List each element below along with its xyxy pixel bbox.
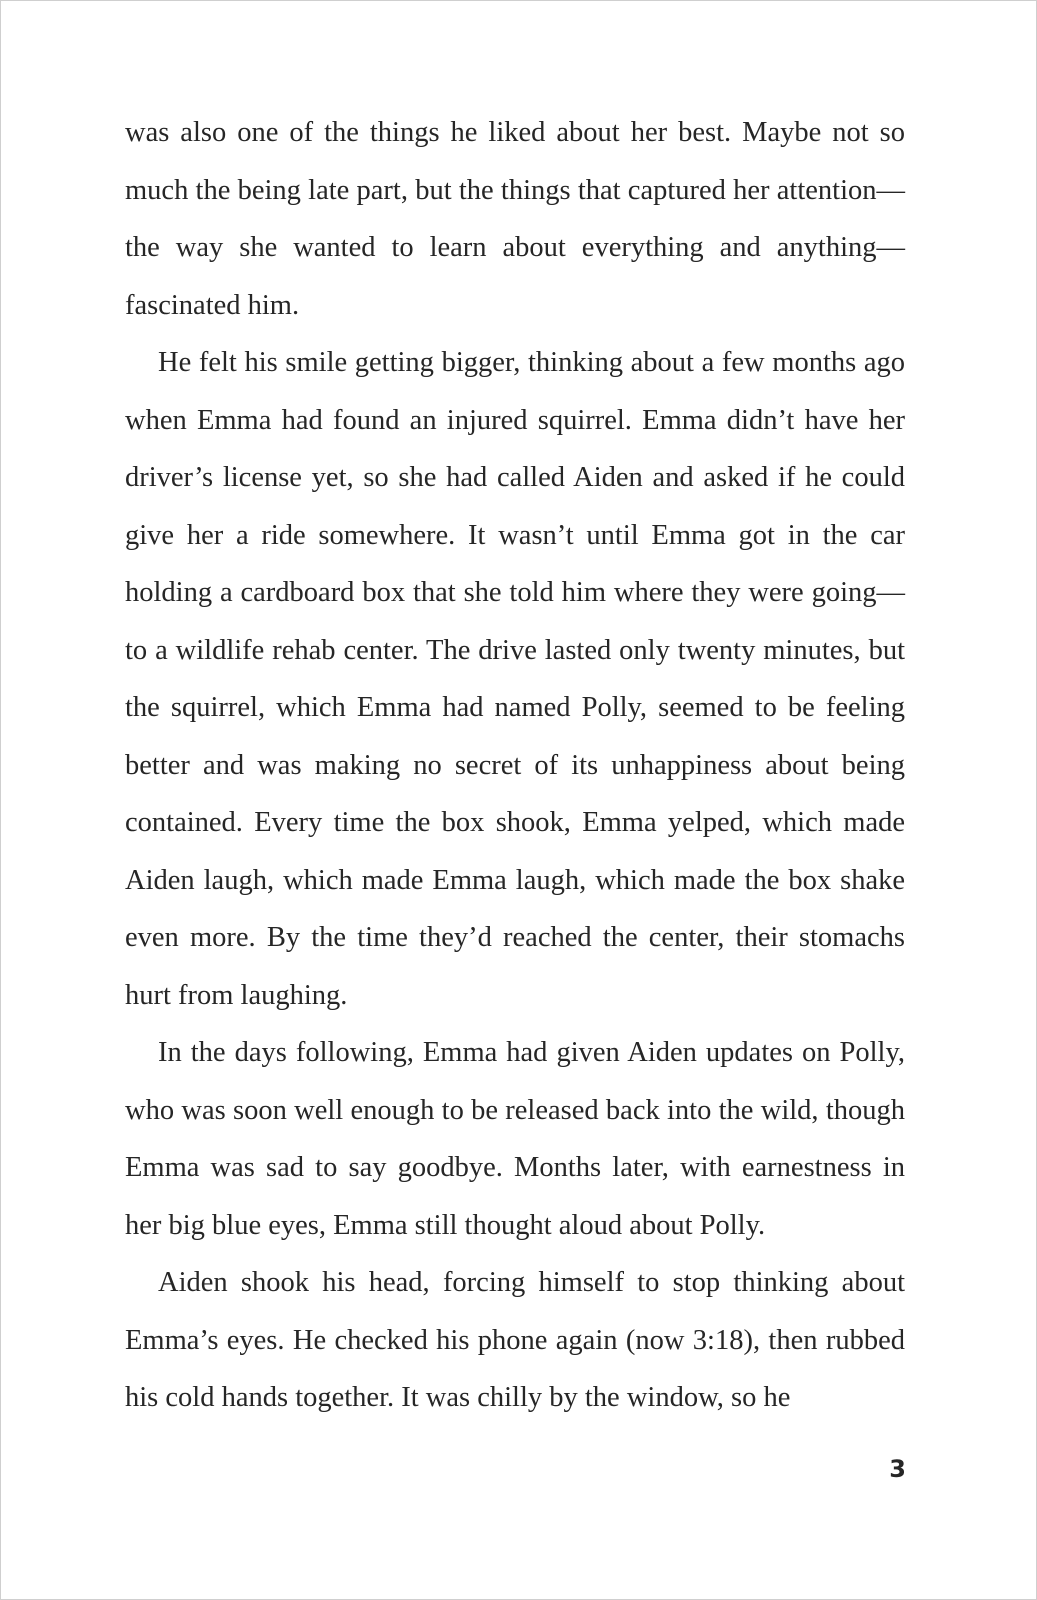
page-number: 3 bbox=[889, 1455, 906, 1483]
paragraph-3: In the days following, Emma had given Aiden updates on Polly, who was soon well enough to be released back into the wild, though Emma was sad to say goodbye. Months later, with earnestness in her big blue eyes, Emma still thought aloud about Polly. bbox=[125, 1037, 905, 1241]
body-text bbox=[125, 104, 905, 1427]
paragraph-1: was also one of the things he liked about her best. Maybe not so much the being late part, but the things that captured her attention—the way she wanted to learn about everything and anything—fascinated him. bbox=[125, 117, 905, 321]
paragraph-2: He felt his smile getting bigger, thinking about a few months ago when Emma had found an injured squirrel. Emma didn’t have her driver’s license yet, so she had called Aiden and asked if he could give her a ride somewhere. It wasn’t until Emma got in the car holding a cardboard box that she told him where they were going—to a wildlife rehab center. The drive lasted only twenty minutes, but the squirrel, which Emma had named Polly, seemed to be feeling better and was making no secret of its unhappiness about being contained. Every time the box shook, Emma yelped, which made Aiden laugh, which made Emma laugh, which made the box shake even more. By the time they’d reached the center, their stomachs hurt from laughing. bbox=[125, 347, 905, 1011]
paragraph-4: Aiden shook his head, forcing himself to stop thinking about Emma’s eyes. He checked his phone again (now 3:18), then rubbed his cold hands together. It was chilly by the window, so he bbox=[125, 1267, 905, 1413]
